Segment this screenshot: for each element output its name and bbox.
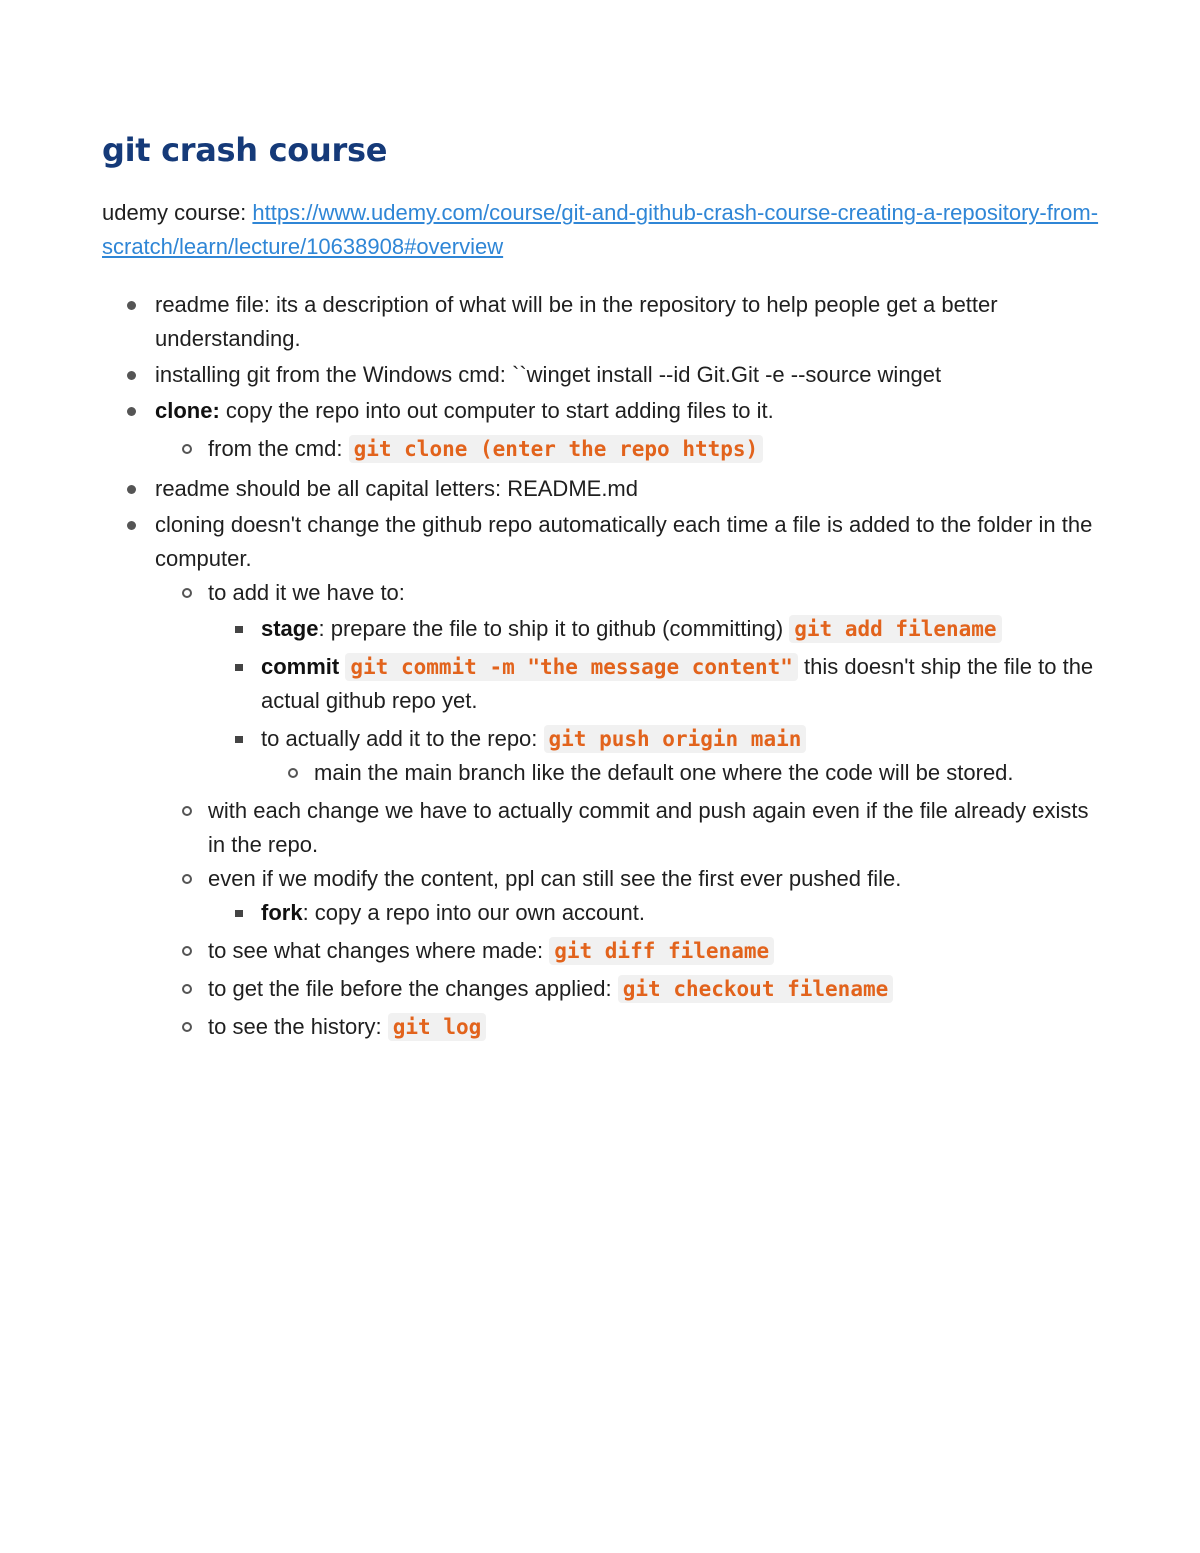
push-command-code: git push origin main [544, 725, 807, 753]
diff-note: to see what changes where made: [208, 938, 550, 963]
each-change-note: with each change we have to actually commit and push again even if the file already exists in the repo. [208, 798, 1089, 857]
checkout-command-code: git checkout filename [618, 975, 894, 1003]
readme-note: readme file: its a description of what will be in the repository to help people get a better understanding. [155, 292, 998, 351]
list-item [155, 288, 1110, 356]
push-sublist [314, 756, 1110, 790]
square-bullet-icon [235, 910, 243, 917]
list-item [155, 472, 1110, 506]
clone-cmd-note: from the cmd: [208, 436, 349, 461]
stage-note: : prepare the file to ship it to github (committing) [318, 616, 790, 641]
commit-note: this doesn't ship the file to the actual github repo yet. [261, 654, 1094, 713]
clone-sublist [208, 432, 1110, 466]
hollow-bullet-icon [182, 946, 192, 956]
log-command-code: git log [388, 1013, 487, 1041]
fork-sublist [261, 896, 1110, 930]
hollow-bullet-icon [288, 768, 298, 778]
list-item [314, 756, 1110, 790]
hollow-bullet-icon [182, 984, 192, 994]
stage-command-code: git add filename [789, 615, 1001, 643]
list-item [208, 862, 1110, 930]
hollow-bullet-icon [182, 874, 192, 884]
list-item [208, 1010, 1110, 1044]
clone-note: copy the repo into out computer to start adding files to it. [219, 398, 774, 423]
list-item [208, 972, 1110, 1006]
list-item [261, 896, 1110, 930]
even-if-note: even if we modify the content, ppl can still see the first ever pushed file. [208, 866, 902, 891]
install-note: installing git from the Windows cmd: ``winget install --id Git.Git -e --source winget [155, 362, 942, 387]
cloning-note: cloning doesn't change the github repo automatically each time a file is added to the folder in the computer. [155, 512, 1093, 571]
hollow-bullet-icon [182, 1022, 192, 1032]
readme-caps-note: readme should be all capital letters: README.md [155, 476, 638, 501]
hollow-bullet-icon [182, 588, 192, 598]
hollow-bullet-icon [182, 444, 192, 454]
list-item [261, 722, 1110, 790]
list-item [155, 358, 1110, 392]
square-bullet-icon [235, 736, 243, 743]
list-item [208, 432, 1110, 466]
square-bullet-icon [235, 664, 243, 671]
diff-command-code: git diff filename [549, 937, 774, 965]
list-item [261, 612, 1110, 646]
bullet-icon [127, 301, 136, 310]
page-title: git crash course [102, 131, 388, 169]
list-item [155, 394, 1110, 466]
fork-term: fork [261, 900, 303, 925]
bullet-icon [127, 371, 136, 380]
list-item [208, 794, 1110, 862]
list-item [155, 508, 1110, 1044]
steps-sublist [261, 612, 1110, 790]
main-branch-note: main the main branch like the default one where the code will be stored. [314, 760, 1014, 785]
notes-list [155, 288, 1110, 1046]
course-link[interactable]: https://www.udemy.com/course/git-and-github-crash-course-creating-a-repository-from-scratch/learn/lecture/10638908#overview [102, 200, 1099, 259]
stage-term: stage [261, 616, 319, 641]
log-note: to see the history: [208, 1014, 388, 1039]
square-bullet-icon [235, 626, 243, 633]
cloning-sublist [208, 576, 1110, 1044]
clone-command-code: git clone (enter the repo https) [349, 435, 764, 463]
bullet-icon [127, 407, 136, 416]
list-item [208, 934, 1110, 968]
commit-term: commit [261, 654, 340, 679]
bullet-icon [127, 485, 136, 494]
commit-command-code: git commit -m "the message content" [345, 653, 798, 681]
checkout-note: to get the file before the changes applied: [208, 976, 618, 1001]
intro-paragraph [102, 196, 1112, 264]
fork-note: : copy a repo into our own account. [302, 900, 645, 925]
list-item [208, 576, 1110, 790]
to-add-note: to add it we have to: [208, 580, 405, 605]
hollow-bullet-icon [182, 806, 192, 816]
bullet-icon [127, 521, 136, 530]
list-item [261, 650, 1110, 718]
intro-label: udemy course: [102, 200, 253, 225]
push-note: to actually add it to the repo: [261, 726, 544, 751]
clone-term: clone: [155, 398, 220, 423]
